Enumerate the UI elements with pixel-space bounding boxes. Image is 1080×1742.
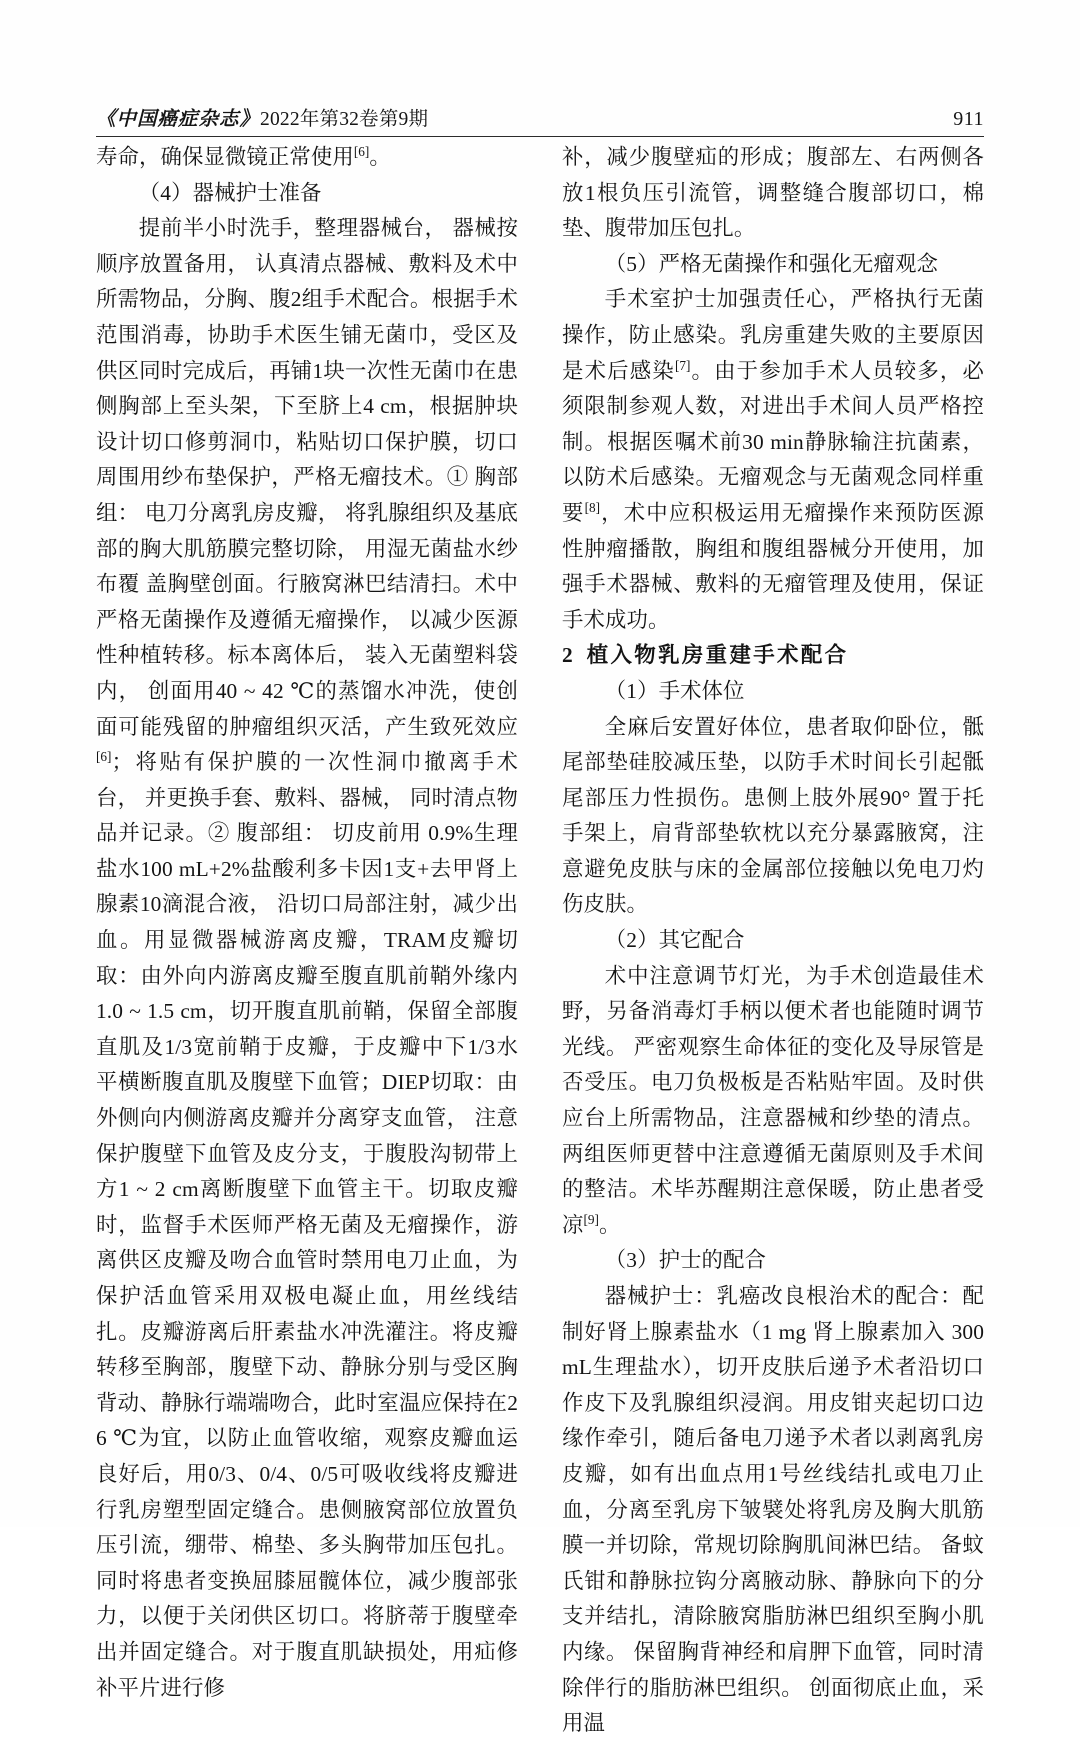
paragraph-continuation: 补，减少腹壁疝的形成；腹部左、右两侧各放1根负压引流管，调整缝合腹部切口，棉垫、腹带加压包扎。 bbox=[562, 145, 984, 241]
page-number: 911 bbox=[953, 108, 984, 130]
paragraph-continuation bbox=[96, 140, 518, 176]
right-column bbox=[562, 140, 984, 1742]
subsection-heading-2: （2）其它配合 bbox=[604, 928, 745, 953]
para-text-a: 手术室护士加强责任心，严格执行无菌操作，防止感染。乳房重建失败的主要原因是术后感染 bbox=[562, 287, 984, 383]
para-text-a: 术中注意调节灯光，为手术创造最佳术野，另备消毒灯手柄以便术者也能随时调节光线。 严密观察生命体征的变化及导尿管是否受压。电刀负极板是否粘贴牢固。及时供应台上所需物品，注意器械和纱垫的清点。 两组医师更替中注意遵循无菌原则及手术间的整洁。术毕苏醒期注意保暖，防止患者受凉 bbox=[562, 963, 984, 1237]
journal-issue: 2022年第32卷第9期 bbox=[260, 109, 429, 130]
reference-citation: [8] bbox=[584, 499, 601, 515]
section-number: 2 bbox=[562, 643, 573, 668]
reference-citation: [6] bbox=[96, 748, 112, 764]
section-title: 植入物乳房重建手术配合 bbox=[586, 643, 849, 668]
paragraph-aseptic-technique bbox=[562, 282, 984, 638]
header-journal-info bbox=[96, 103, 428, 131]
reference-citation: [6] bbox=[353, 143, 370, 159]
para-text-b: 。由于参加手术人员较多，必须限制参观人数，对进出手术间人员严格控制。根据医嘱术前30 min静脉输注抗菌素，以防术后感染。无瘤观念与无菌观念同样重要 bbox=[562, 358, 984, 525]
para-tail: 。 bbox=[598, 1212, 621, 1237]
para-text-a: 提前半小时洗手，整理器械台， 器械按顺序放置备用， 认真清点器械、敷料及术中所需物品，分胸、腹2组手术配合。根据手术范围消毒，协助手术医生铺无菌巾，受区及供区同时完成后，再铺1块一次性无菌巾在患侧胸部上至头架，下至脐上4 cm，根据肿块设计切口修剪洞巾，粘贴切口保护膜，切口周围用纱布垫保护，严格无瘤技术。① 胸部组： 电刀分离乳房皮瓣， 将乳腺组织及基底部的胸大肌筋膜完整切除， 用湿无菌盐水纱布覆 盖胸壁创面。行腋窝淋巴结清扫。术中严格无菌操作及遵循无瘤操作， 以减少医源性种植转移。标本离体后， 装入无菌塑料袋内， 创面用40 ~ 42 ℃的蒸馏水冲洗，使创面可能残留的肿瘤组织灭活，产生致死效应 bbox=[96, 216, 518, 739]
para-text-c: ，术中应积极运用无瘤操作来预防医源性肿瘤播散，胸组和腹组器械分开使用，加强手术器械、敷料的无瘤管理及使用，保证手术成功。 bbox=[562, 500, 984, 632]
para-text: 寿命，确保显微镜正常使用 bbox=[96, 145, 354, 169]
subsection-heading-4: （4）器械护士准备 bbox=[138, 180, 322, 205]
subsection-heading-3: （3）护士的配合 bbox=[604, 1248, 767, 1273]
paragraph-surgical-position: 全麻后安置好体位，患者取仰卧位，骶尾部垫硅胶减压垫，以防手术时间长引起骶尾部压力性损伤。患侧上肢外展90° 置于托手架上，肩背部垫软枕以充分暴露腋窝，注意避免皮肤与床的金属部位接触以免电刀灼伤皮肤。 bbox=[562, 714, 984, 917]
paragraph-other-coordination bbox=[562, 959, 984, 1244]
paragraph-nurse-coordination: 器械护士：乳癌改良根治术的配合：配制好肾上腺素盐水（1 mg 肾上腺素加入 300 mL生理盐水），切开皮肤后递予术者沿切口作皮下及乳腺组织浸润。用皮钳夹起切口边缘作牵引，随后备电刀递予术者以剥离乳房皮瓣，如有出血点用1号丝线结扎或电刀止血，分离至乳房下皱襞处将乳房及胸大肌筋膜一并切除，常规切除胸肌间淋巴结。 备蚊氏钳和静脉拉钩分离腋动脉、静脉向下的分支并结扎，清除腋窝脂肪淋巴组织至胸小肌内缘。 保留胸背神经和肩胛下血管，同时清除伴行的脂肪淋巴组织。 创面彻底止血，采用温 bbox=[562, 1284, 984, 1736]
subsection-heading-5: （5）严格无菌操作和强化无瘤观念 bbox=[604, 251, 938, 276]
journal-title: 《中国癌症杂志》 bbox=[96, 109, 261, 130]
section-heading-2 bbox=[562, 638, 984, 674]
para-text-b: ；将贴有保护膜的一次性洞巾撤离手术台， 并更换手套、敷料、器械， 同时清点物品并记录。② 腹部组： 切皮前用 0.9%生理盐水100 mL+2%盐酸利多卡因1支+去甲肾上腺素10滴混合液， 沿切口局部注射，减少出血。用显微器械游离皮瓣，TRAM皮瓣切取：由外向内游离皮瓣至腹直肌前鞘外缘内1.0 ~ 1.5 cm，切开腹直肌前鞘，保留全部腹直肌及1/3宽前鞘于皮瓣，于皮瓣中下1/3水 平横断腹直肌及腹壁下血管；DIEP切取：由外侧向内侧游离皮瓣并分离穿支血管， 注意保护腹壁下血管及皮分支，于腹股沟韧带上方1 ~ 2 cm离断腹壁下血管主干。切取皮瓣时，监督手术医师严格无菌及无瘤操作，游离供区皮瓣及吻合血管时禁用电刀止血，为保护活血管采用双极电凝止血，用丝线结扎。皮瓣游离后肝素盐水冲洗灌注。将皮瓣转移至胸部，腹壁下动、静脉分别与受区胸背动、静脉行端端吻合，此时室温应保持在26 ℃为宜，以防止血管收缩，观察皮瓣血运良好后，用0/3、0/4、0/5可吸收线将皮瓣进行乳房塑型固定缝合。患侧腋窝部位放置负压引流，绷带、棉垫、多头胸带加压包扎。同时将患者变换屈膝屈髋体位，减少腹部张力，以便于关闭供区切口。将脐蒂于腹壁牵出并固定缝合。对于腹直肌缺损处，用疝修补平片进行修 bbox=[96, 750, 518, 1700]
paragraph-instrument-nurse bbox=[96, 211, 518, 1706]
reference-citation: [7] bbox=[674, 357, 691, 373]
body-columns bbox=[96, 140, 984, 1742]
reference-citation: [9] bbox=[583, 1211, 599, 1227]
subsection-heading-1: （1）手术体位 bbox=[604, 678, 745, 703]
para-tail: 。 bbox=[369, 145, 391, 169]
left-column bbox=[96, 140, 518, 1742]
page-header bbox=[96, 103, 984, 137]
